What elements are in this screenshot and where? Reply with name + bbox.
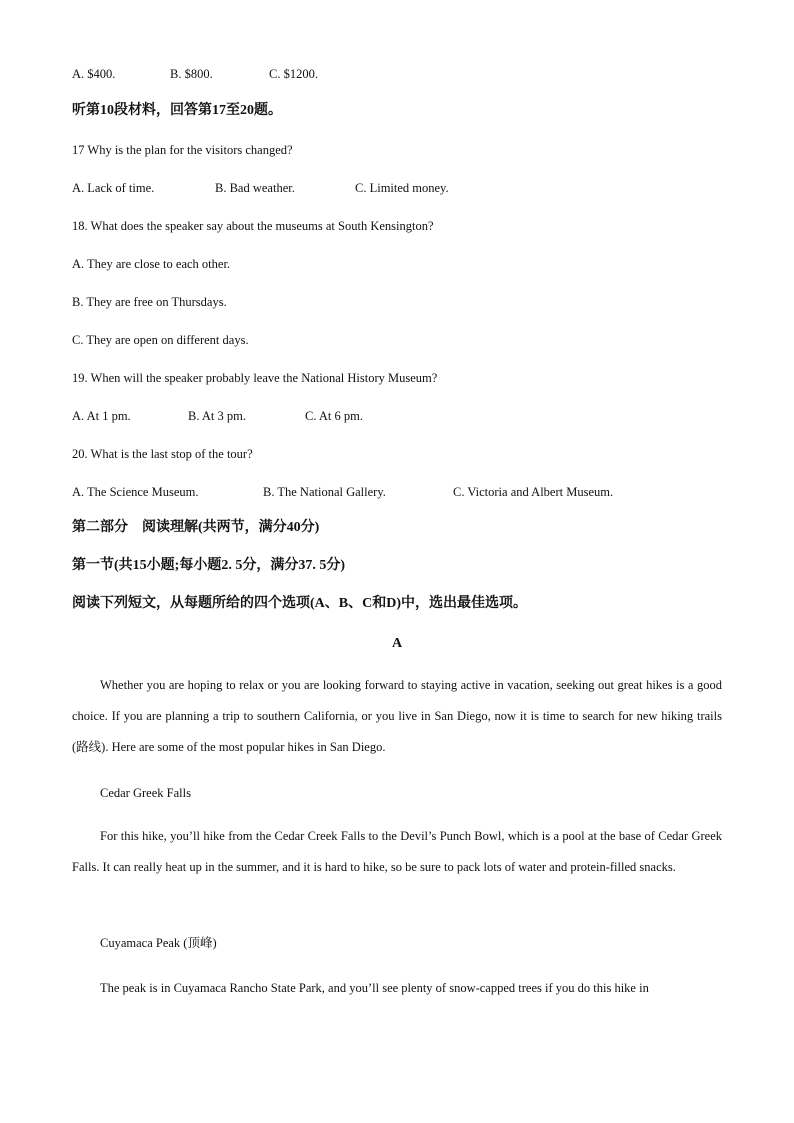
q19-options bbox=[72, 408, 363, 424]
q19-option-a: A. At 1 pm. bbox=[72, 409, 131, 423]
q17-stem: 17 Why is the plan for the visitors changed? bbox=[72, 143, 293, 157]
item1-title: Cedar Greek Falls bbox=[100, 786, 191, 800]
q20-stem: 20. What is the last stop of the tour? bbox=[72, 447, 253, 461]
item2-paragraph bbox=[72, 973, 722, 1004]
part2-heading: 第二部分 阅读理解(共两节，满分40分) bbox=[72, 520, 320, 535]
passage-intro-text: Whether you are hoping to relax or you are looking forward to staying active in vacation, seeking out great hikes is a good choice. If you are planning a trip to southern California, or you live in San Diego, now it is time to search for new hiking trails (路线). Here are some of the most popular hikes in San Diego. bbox=[72, 678, 722, 754]
item1-text: For this hike, you’ll hike from the Cedar Creek Falls to the Devil’s Punch Bowl, which is a pool at the base of Cedar Greek Falls. It can really heat up in the summer, and it is hard to hike, so be sure to pack lots of water and protein-filled snacks. bbox=[72, 829, 722, 874]
q18-option-b: B. They are free on Thursdays. bbox=[72, 295, 227, 309]
q16-option-a: A. $400. bbox=[72, 67, 116, 81]
q17-option-a: A. Lack of time. bbox=[72, 181, 155, 195]
q19-option-b: B. At 3 pm. bbox=[188, 409, 246, 423]
q19-option-c: C. At 6 pm. bbox=[305, 409, 363, 423]
reading-instruction: 阅读下列短文，从每题所给的四个选项(A、B、C和D)中，选出最佳选项。 bbox=[72, 596, 527, 611]
q19-stem: 19. When will the speaker probably leave the National History Museum? bbox=[72, 371, 438, 385]
q16-option-b: B. $800. bbox=[170, 67, 213, 81]
q17-option-c: C. Limited money. bbox=[355, 181, 449, 195]
item1-paragraph bbox=[72, 821, 722, 883]
q18-stem: 18. What does the speaker say about the museums at South Kensington? bbox=[72, 219, 434, 233]
q16-options bbox=[72, 66, 318, 82]
q20-option-b: B. The National Gallery. bbox=[263, 485, 386, 499]
q20-option-a: A. The Science Museum. bbox=[72, 485, 199, 499]
passage-label: A bbox=[391, 636, 403, 651]
q17-options bbox=[72, 180, 449, 196]
q16-option-c: C. $1200. bbox=[269, 67, 318, 81]
section10-instruction: 听第10段材料，回答第17至20题。 bbox=[72, 103, 282, 118]
q18-option-c: C. They are open on different days. bbox=[72, 333, 249, 347]
item2-title: Cuyamaca Peak (顶峰) bbox=[100, 936, 217, 950]
passage-intro bbox=[72, 670, 722, 763]
q18-option-a: A. They are close to each other. bbox=[72, 257, 231, 271]
q20-options bbox=[72, 484, 613, 500]
item2-text: The peak is in Cuyamaca Rancho State Park, and you’ll see plenty of snow-capped trees if you do this hike in bbox=[100, 981, 649, 995]
section1-heading: 第一节(共15小题;每小题2. 5分，满分37. 5分) bbox=[72, 558, 345, 573]
q20-option-c: C. Victoria and Albert Museum. bbox=[453, 485, 614, 499]
q17-option-b: B. Bad weather. bbox=[215, 181, 295, 195]
